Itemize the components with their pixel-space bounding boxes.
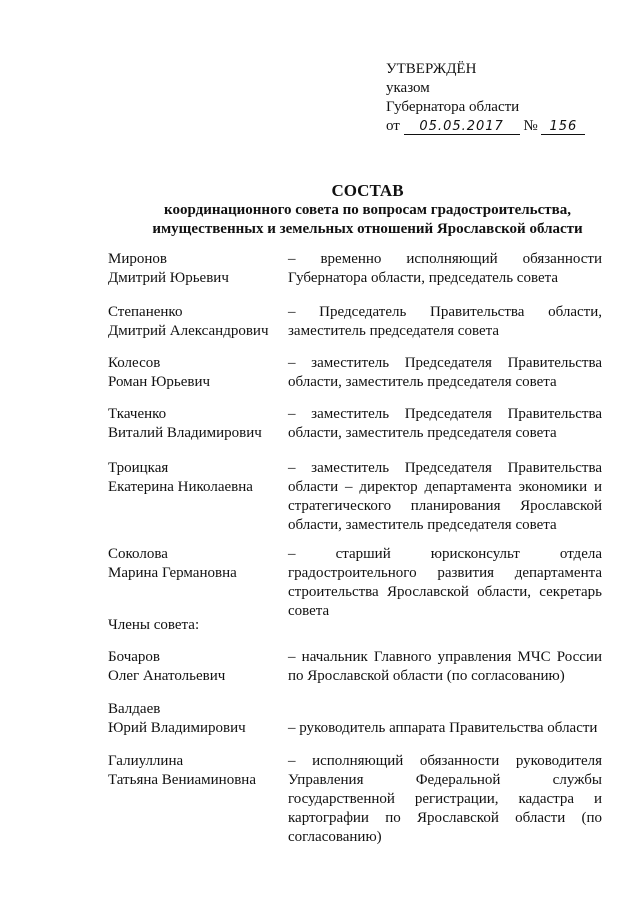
- member-role: – руководитель аппарата Правительства области: [288, 720, 598, 736]
- approval-date-prefix: от: [386, 118, 400, 134]
- member-surname: Миронов: [108, 251, 167, 267]
- member-surname: Троицкая: [108, 460, 169, 476]
- approval-date-handwritten: 05.05.2017: [404, 120, 520, 135]
- members-section-label: Члены совета:: [108, 617, 200, 633]
- approval-number-handwritten: 156: [541, 120, 585, 135]
- member-name: [108, 700, 283, 738]
- member-given-names: Марина Германовна: [108, 565, 237, 581]
- member-surname: Валдаев: [108, 701, 161, 717]
- member-role: – начальник Главного управления МЧС России по Ярославской области (по согласованию): [288, 649, 602, 684]
- member-given-names: Татьяна Вениаминовна: [108, 772, 256, 788]
- approval-decree: указом: [386, 80, 430, 96]
- member-name: [108, 648, 283, 686]
- member-role: – заместитель Председателя Правительства области, заместитель председателя совета: [288, 355, 602, 390]
- member-role: – временно исполняющий обязанности Губернатора области, председатель совета: [288, 251, 602, 286]
- member-surname: Степаненко: [108, 304, 183, 320]
- member-given-names: Олег Анатольевич: [108, 668, 226, 684]
- member-given-names: Екатерина Николаевна: [108, 479, 253, 495]
- member-given-names: Виталий Владимирович: [108, 425, 262, 441]
- title-subtitle-line-2: имущественных и земельных отношений Ярославской области: [152, 221, 583, 237]
- member-surname: Бочаров: [108, 649, 161, 665]
- member-role: – заместитель Председателя Правительства области, заместитель председателя совета: [288, 406, 602, 441]
- member-name: [108, 250, 283, 288]
- member-name: [108, 303, 283, 341]
- approval-title: УТВЕРЖДЁН: [386, 61, 477, 77]
- approval-date-line: [386, 117, 585, 136]
- member-name: [108, 545, 283, 583]
- member-role: – заместитель Председателя Правительства области – директор департамента экономики и стратегического планирования Ярославской области, заместитель председателя совета: [288, 460, 602, 533]
- approval-issuer: Губернатора области: [386, 99, 520, 115]
- member-surname: Ткаченко: [108, 406, 167, 422]
- title-main: СОСТАВ: [331, 181, 404, 200]
- member-role: – Председатель Правительства области, заместитель председателя совета: [288, 304, 602, 339]
- member-name: [108, 459, 283, 497]
- member-given-names: Юрий Владимирович: [108, 720, 246, 736]
- member-given-names: Роман Юрьевич: [108, 374, 211, 390]
- member-name: [108, 354, 283, 392]
- member-name: [108, 405, 283, 443]
- title-subtitle-line-1: координационного совета по вопросам градостроительства,: [164, 202, 571, 218]
- member-given-names: Дмитрий Юрьевич: [108, 270, 229, 286]
- approval-number-prefix: №: [523, 118, 538, 134]
- member-role: – исполняющий обязанности руководителя Управления Федеральной службы государственной регистрации, кадастра и картографии по Ярославской области (по согласованию): [288, 753, 602, 845]
- member-role: – старший юрисконсульт отдела градостроительного развития департамента строительства Ярославской области, секретарь совета: [288, 546, 602, 619]
- document-title: [0, 181, 640, 239]
- member-surname: Колесов: [108, 355, 161, 371]
- member-given-names: Дмитрий Александрович: [108, 323, 269, 339]
- approval-stamp: [386, 60, 585, 136]
- member-surname: Соколова: [108, 546, 168, 562]
- member-name: [108, 752, 283, 790]
- member-surname: Галиуллина: [108, 753, 184, 769]
